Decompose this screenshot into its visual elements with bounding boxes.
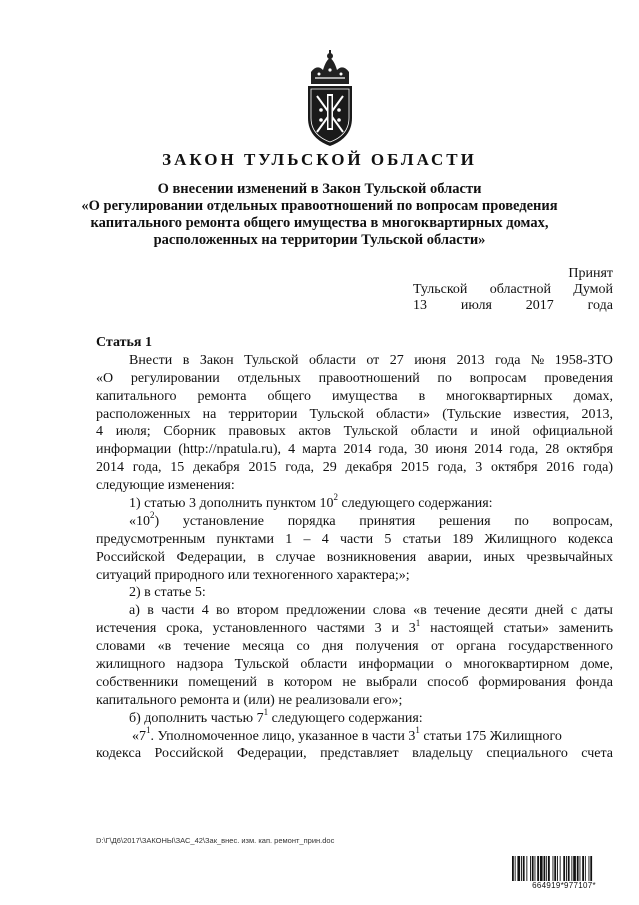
word: года,	[509, 442, 539, 458]
word: собственники	[96, 674, 179, 690]
word: «О	[96, 370, 114, 386]
word: регулировании	[130, 370, 220, 386]
adopted-label: Принят	[568, 266, 613, 281]
word: 4	[201, 603, 209, 619]
word: котором	[283, 674, 333, 690]
word: 2013	[456, 352, 485, 368]
word: части	[340, 531, 374, 547]
word: 27	[389, 352, 404, 368]
word: по	[437, 370, 452, 386]
text-line	[96, 459, 613, 477]
word: года,	[378, 442, 408, 458]
text-line: ситуаций природного или техногенного характера;»;	[96, 567, 410, 583]
article-body	[96, 334, 613, 763]
word: в	[147, 603, 154, 619]
article-heading: Статья 1	[96, 335, 152, 350]
word: статьи	[402, 531, 441, 547]
item-2b: б) дополнить частью $7^1$ следующего содержания:	[129, 707, 423, 726]
law-subtitle	[0, 181, 639, 249]
word: «в	[157, 639, 172, 655]
item-2a-line-2: истечения срока, установленного частями 3 и $3^1$ настоящей статьи» заменить	[96, 617, 613, 637]
word: течение	[434, 603, 481, 619]
word: в	[418, 388, 426, 404]
word: –	[303, 531, 311, 547]
word: Федерации,	[236, 746, 307, 762]
word: Тульской	[343, 424, 398, 440]
adoption-block	[413, 266, 613, 314]
word: не	[342, 674, 357, 690]
word: 1958-ЗТО	[554, 352, 613, 368]
word: 2014	[343, 442, 372, 458]
law-title: ЗАКОН ТУЛЬСКОЙ ОБЛАСТИ	[162, 150, 477, 169]
date-word: года	[587, 298, 613, 313]
word: и	[470, 424, 478, 440]
word: проведения	[544, 370, 613, 386]
word: Тульской	[234, 657, 290, 673]
word: области»	[376, 406, 430, 422]
word: области	[410, 424, 458, 440]
word: органа	[456, 639, 496, 655]
word: получения	[355, 639, 419, 655]
word: даты	[584, 603, 613, 619]
text-line	[96, 602, 613, 620]
word: информации	[358, 657, 434, 673]
text-line	[96, 656, 613, 674]
word: 15	[170, 460, 185, 476]
text-line: капитального ремонта и (или) не реализовали его»;	[96, 692, 403, 708]
word: о	[445, 657, 453, 673]
word: на	[202, 406, 217, 422]
word: вопросам	[469, 370, 527, 386]
word: 4	[321, 531, 329, 547]
word: многоквартирных	[446, 388, 553, 404]
word: года,	[437, 460, 467, 476]
word: помещений	[188, 674, 258, 690]
word: надзора	[176, 657, 224, 673]
word: Тульской	[244, 352, 299, 368]
word: доме,	[580, 657, 613, 673]
word: актов	[298, 424, 331, 440]
word: от	[430, 639, 444, 655]
word: года)	[583, 460, 613, 476]
word: дня	[322, 639, 344, 655]
word: Российской	[154, 746, 224, 762]
quote-1-first-line: «$10^2$) установление порядка принятия решения по вопросам,	[129, 510, 613, 529]
word: со	[296, 639, 310, 655]
word: декабря	[193, 460, 240, 476]
word: в	[257, 549, 265, 565]
word: официальной	[532, 424, 613, 440]
word: имущества	[331, 388, 398, 404]
adopted-word: областной	[489, 282, 551, 297]
date-day: 13	[413, 298, 427, 313]
word: 2016	[546, 460, 575, 476]
word: 3	[475, 460, 483, 476]
word: части	[161, 603, 195, 619]
word: случае	[275, 549, 316, 565]
adopted-word: Думой	[573, 282, 613, 297]
word: месяца	[242, 639, 285, 655]
word: известия,	[513, 406, 570, 422]
text-line	[96, 370, 613, 388]
word: дней	[535, 603, 564, 619]
word: октября	[566, 442, 613, 458]
word: специального	[486, 746, 568, 762]
word: ремонта	[197, 388, 247, 404]
subtitle-line: расположенных на территории Тульской области»	[153, 232, 486, 248]
word: формирования	[478, 674, 566, 690]
adoption-date	[413, 298, 613, 314]
word: 2015	[248, 460, 277, 476]
word: счета	[581, 746, 613, 762]
word: предложении	[286, 603, 366, 619]
word: кодекса	[567, 531, 613, 547]
word: пунктами	[216, 531, 275, 547]
word: во	[216, 603, 230, 619]
text-line: следующие изменения:	[96, 478, 235, 494]
word: словами	[96, 639, 146, 655]
word: домах,	[573, 388, 613, 404]
word: июня	[435, 442, 468, 458]
word: (Тульские	[442, 406, 502, 422]
word: июня	[414, 352, 447, 368]
word: 29	[322, 460, 337, 476]
word: иных	[483, 549, 515, 565]
word: Федерации,	[176, 549, 247, 565]
word: предусмотренным	[96, 531, 206, 547]
word: а)	[129, 603, 140, 619]
word: 28	[545, 442, 560, 458]
word: Российской	[96, 549, 165, 565]
word: в	[267, 674, 274, 690]
date-month: июля	[460, 298, 492, 313]
word: многоквартирном	[463, 657, 570, 673]
word: Тульской	[309, 406, 364, 422]
text-line	[96, 674, 613, 692]
word: октября	[490, 460, 538, 476]
word: 4	[96, 424, 103, 440]
word: 4	[288, 442, 296, 458]
word: года,	[132, 460, 162, 476]
word: фонда	[576, 674, 613, 690]
word: (http://npatula.ru),	[178, 442, 282, 458]
word: Жилищного	[484, 531, 557, 547]
item-2: 2) в статье 5:	[129, 585, 206, 601]
date-year: 2017	[525, 298, 554, 313]
item-1: 1) статью 3 дополнить пунктом $10^2$ следующего содержания:	[129, 492, 493, 512]
adopted-by	[413, 282, 613, 298]
word: 2015	[400, 460, 429, 476]
word: марта	[302, 442, 337, 458]
word: аварии,	[427, 549, 473, 565]
word: от	[366, 352, 380, 368]
word: общего	[267, 388, 311, 404]
word: десяти	[487, 603, 528, 619]
word: чрезвычайных	[526, 549, 613, 565]
word: кодекса	[96, 746, 142, 762]
text-line	[96, 352, 613, 370]
word: Закон	[199, 352, 234, 368]
word: способ	[427, 674, 469, 690]
quote-2-first-line: «$7^1$. Уполномоченное лицо, указанное в части $3^1$ статьи 175 Жилищного	[132, 724, 562, 744]
word: жилищного	[96, 657, 166, 673]
barcode-number: 664919*977107*	[512, 881, 616, 890]
word: области	[300, 657, 348, 673]
word: выбрали	[366, 674, 418, 690]
word: информации	[96, 442, 172, 458]
word: правоотношений	[318, 370, 420, 386]
word: иной	[490, 424, 520, 440]
subtitle-line: О внесении изменений в Закон Тульской области	[157, 181, 482, 197]
text-line	[96, 441, 613, 459]
word: в	[182, 352, 190, 368]
word: «в	[413, 603, 427, 619]
word: втором	[236, 603, 279, 619]
word: 5	[384, 531, 392, 547]
word: июля;	[115, 424, 151, 440]
text-line	[96, 531, 613, 549]
word: года,	[285, 460, 315, 476]
adopted-word: Тульской	[413, 282, 468, 297]
word: государственного	[508, 639, 613, 655]
text-line	[96, 406, 613, 424]
word: 2013,	[581, 406, 613, 422]
word: Внести	[129, 352, 173, 368]
word: течение	[183, 639, 231, 655]
text-line	[96, 388, 613, 406]
subtitle-line: капитального ремонта общего имущества в многоквартирных домах,	[90, 215, 549, 231]
subtitle-line: «О регулировании отдельных правоотношений по вопросам проведения	[81, 198, 558, 214]
text-line	[96, 423, 613, 441]
word: расположенных	[96, 406, 191, 422]
word: №	[530, 352, 545, 368]
word: слова	[372, 603, 406, 619]
file-path-footer: D:\Г\Д6\2017\ЗАКОНЫ\ЗАС_42\Зак_внес. изм. кап. ремонт_прин.doc	[96, 836, 335, 845]
word: с	[570, 603, 578, 619]
text-line	[96, 745, 613, 763]
word: 2014	[96, 460, 124, 476]
word: декабря	[345, 460, 393, 476]
text-line	[96, 638, 613, 656]
text-line	[96, 549, 613, 567]
word: года	[495, 352, 521, 368]
word: возникновения	[326, 549, 417, 565]
word: представляет	[320, 746, 399, 762]
word: территории	[228, 406, 298, 422]
word: Сборник	[163, 424, 216, 440]
word: 1	[285, 531, 293, 547]
word: области	[309, 352, 356, 368]
word: правовых	[228, 424, 286, 440]
word: капитального	[96, 388, 177, 404]
word: 30	[414, 442, 429, 458]
word: 2014	[474, 442, 503, 458]
word: владельцу	[412, 746, 473, 762]
coat-of-arms-emblem	[297, 50, 363, 148]
word: 189	[452, 531, 474, 547]
word: отдельных	[237, 370, 301, 386]
